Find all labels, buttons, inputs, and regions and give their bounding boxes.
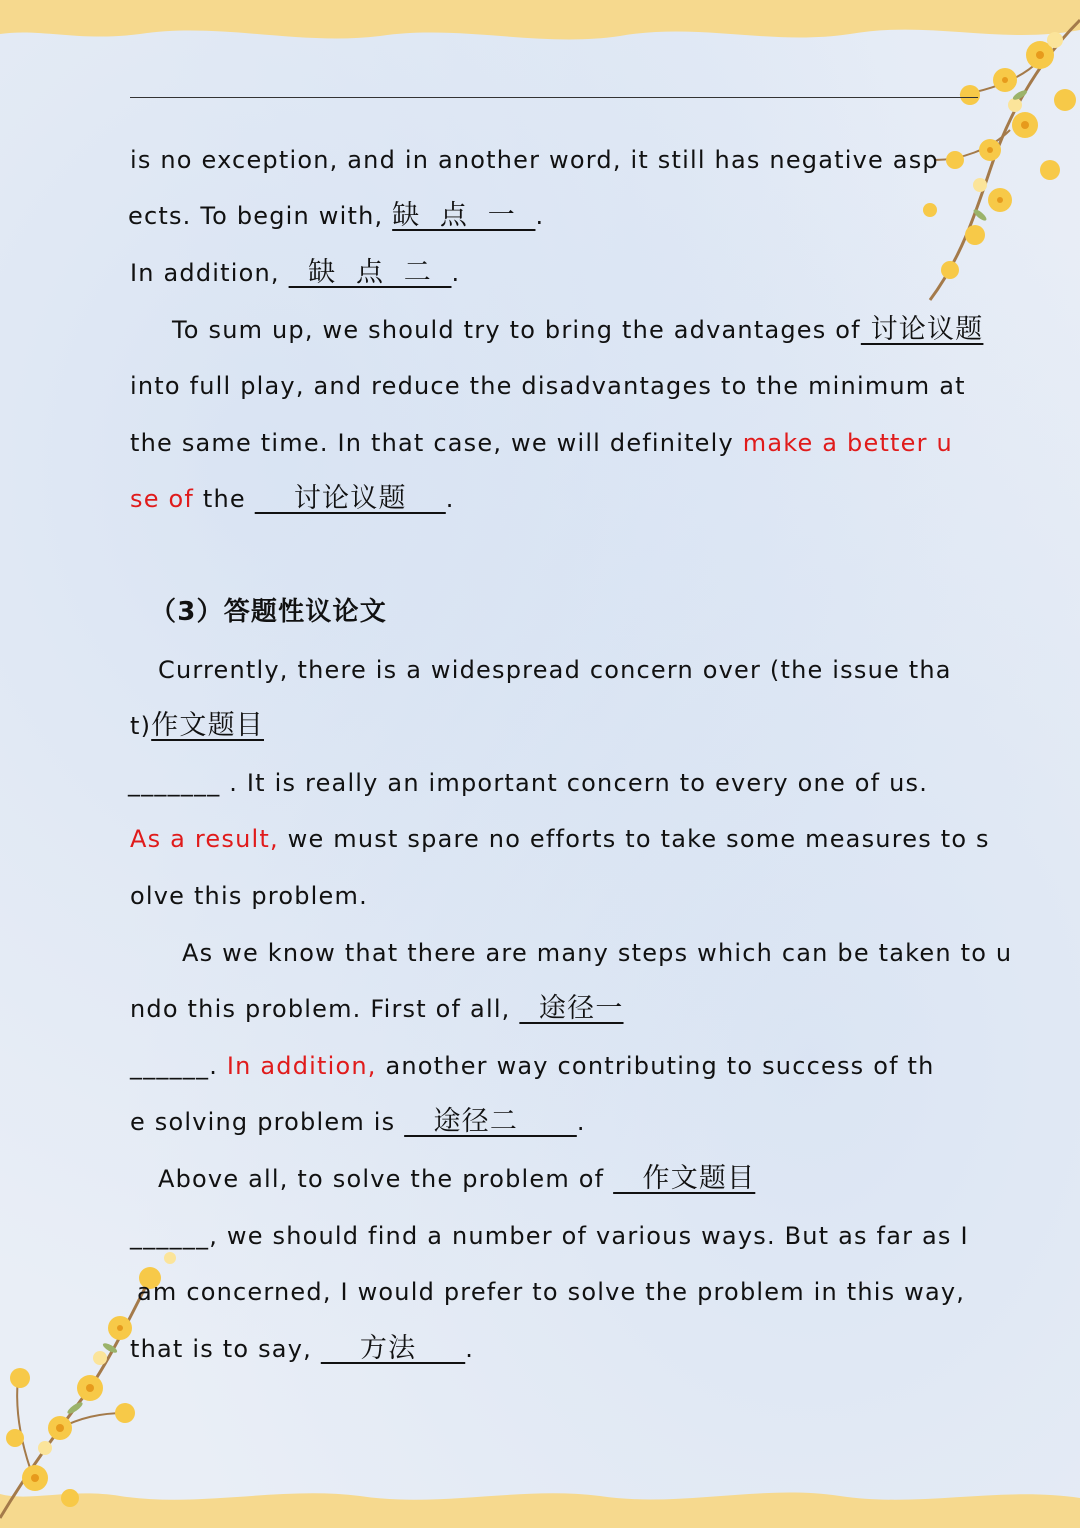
text-line <box>130 1102 586 1142</box>
line-text: To sum up, we should try to bring the advantages of <box>172 316 861 344</box>
line-text: into full play, and reduce the disadvantages to the minimum at <box>130 372 966 400</box>
text-line <box>130 1216 969 1256</box>
text-line <box>128 763 928 803</box>
blank-underscore: ______, <box>130 1222 219 1250</box>
text-line <box>130 479 455 519</box>
highlight-phrase: se of <box>130 485 195 513</box>
line-text: am concerned, I would prefer to solve the problem in this way, <box>137 1278 966 1306</box>
period: . <box>465 1335 475 1363</box>
blank-discussion-topic: 讨论议题 <box>254 483 446 514</box>
line-text: we should find a number of various ways. But as far as I <box>226 1222 969 1250</box>
blank-approach-one: 途径一 <box>519 993 624 1024</box>
text-line <box>130 423 953 463</box>
line-text: t) <box>130 712 152 740</box>
text-line <box>130 819 990 859</box>
line-text: ndo this problem. First of all, <box>130 995 511 1023</box>
text-line <box>137 1272 965 1312</box>
blank-approach-two: 途径二 <box>404 1106 577 1137</box>
blank-essay-topic: 作文题目 <box>151 710 264 741</box>
text-line <box>128 196 544 236</box>
line-text: another way contributing to success of th <box>385 1052 935 1080</box>
line-text: As we know that there are many steps which can be taken to u <box>182 939 1013 967</box>
line-text: we must spare no efforts to take some measures to s <box>287 825 990 853</box>
text-line <box>130 876 368 916</box>
highlight-phrase: make a better u <box>742 429 953 457</box>
text-line <box>158 650 952 690</box>
highlight-phrase: As a result, <box>130 825 279 853</box>
blank-essay-topic: 作文题目 <box>613 1163 756 1194</box>
text-line <box>130 253 460 293</box>
line-text: In addition, <box>130 259 280 287</box>
blank-underscore: _______ <box>128 769 221 797</box>
line-text: the same time. In that case, we will definitely <box>130 429 734 457</box>
blank-disadvantage-one: 缺 点 一 <box>392 200 536 231</box>
text-line <box>182 933 1012 973</box>
line-text: that is to say, <box>130 1335 312 1363</box>
text-line <box>158 1159 755 1199</box>
line-text: Currently, there is a widespread concern over (the issue tha <box>158 656 952 684</box>
line-text: . It is really an important concern to every one of us. <box>229 769 929 797</box>
text-line <box>130 989 624 1029</box>
highlight-phrase: In addition, <box>226 1052 377 1080</box>
text-line <box>130 1329 474 1369</box>
blank-underscore: ______. <box>130 1052 219 1080</box>
line-text: the <box>202 485 246 513</box>
period: . <box>535 202 545 230</box>
line-text: ects. To begin with, <box>128 202 384 230</box>
section-heading: （3）答题性议论文 <box>150 597 387 627</box>
text-line <box>172 310 983 350</box>
line-text: Above all, to solve the problem of <box>158 1165 605 1193</box>
text-line <box>130 706 264 746</box>
period: . <box>576 1108 586 1136</box>
period: . <box>445 485 455 513</box>
text-line <box>130 366 966 406</box>
header-divider-line <box>130 97 978 98</box>
blank-disadvantage-two: 缺 点 二 <box>288 257 452 288</box>
blank-method: 方法 <box>320 1333 466 1364</box>
blank-discussion-topic: 讨论议题 <box>860 314 984 345</box>
text-line <box>130 140 939 180</box>
line-text: e solving problem is <box>130 1108 396 1136</box>
text-line <box>130 1046 935 1086</box>
period: . <box>451 259 461 287</box>
line-text: is no exception, and in another word, it still has negative asp <box>130 146 939 174</box>
line-text: olve this problem. <box>130 882 368 910</box>
